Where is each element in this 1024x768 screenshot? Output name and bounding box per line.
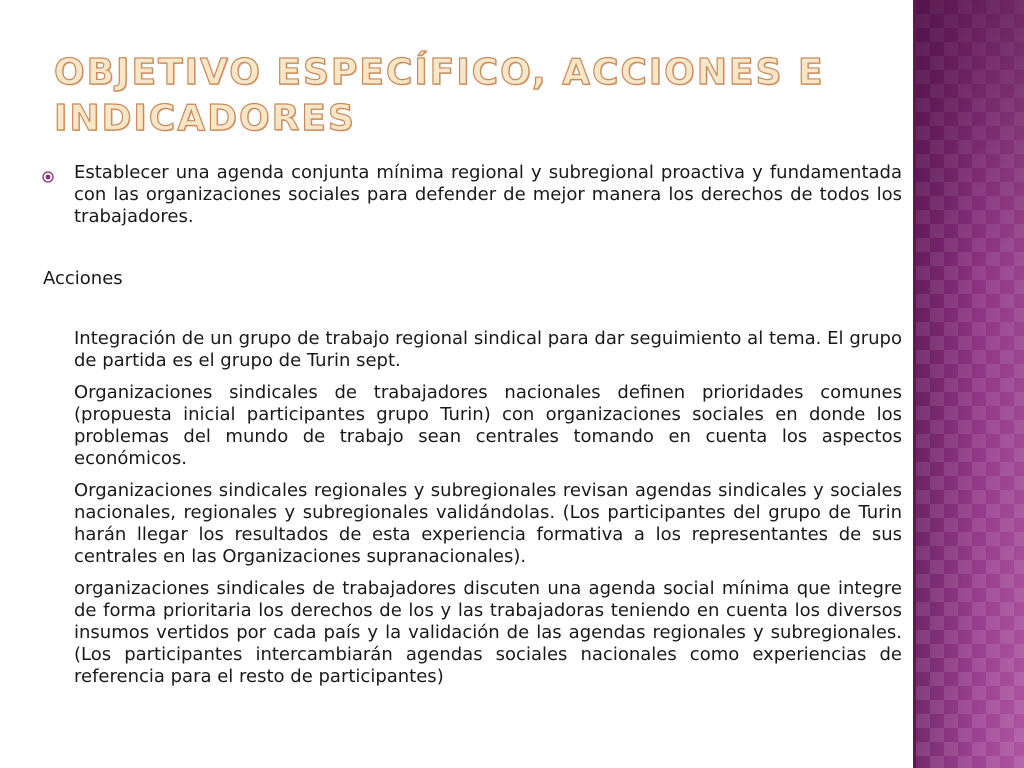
slide-content [40, 162, 902, 698]
objective-bullet [40, 162, 902, 228]
actions-list [40, 328, 902, 688]
objective-text: Establecer una agenda conjunta mínima regional y subregional proactiva y fundamentada con las organizaciones sociales para defender de mejor manera los derechos de todos los trabajadores. [74, 162, 902, 227]
action-item: Organizaciones sindicales de trabajadores nacionales definen prioridades comunes (propuesta inicial participantes grupo Turin) con organizaciones sociales en donde los problemas del mundo de trabajo sean centrales tomando en cuenta los aspectos económicos. [74, 382, 902, 469]
actions-heading: Acciones [43, 268, 123, 289]
decorative-side-band [913, 0, 1024, 768]
target-bullet-icon [42, 167, 54, 179]
action-item: Integración de un grupo de trabajo regional sindical para dar seguimiento al tema. El grupo de partida es el grupo de Turin sept. [74, 328, 902, 371]
slide-title: OBJETIVO ESPECÍFICO, ACCIONES E INDICADORES [54, 52, 825, 139]
action-item: Organizaciones sindicales regionales y subregionales revisan agendas sindicales y sociales nacionales, regionales y subregionales validándolas. (Los participantes del grupo de Turin harán llegar los resultados de esta experiencia formativa a los representantes de sus centrales en las Organizaciones supranacionales). [74, 480, 902, 567]
action-item: organizaciones sindicales de trabajadores discuten una agenda social mínima que integre de forma prioritaria los derechos de los y las trabajadoras teniendo en cuenta los diversos insumos vertidos por cada país y la validación de las agendas regionales y subregionales. (Los participantes intercambiarán agendas sociales nacionales como experiencias de referencia para el resto de participantes) [74, 578, 902, 687]
